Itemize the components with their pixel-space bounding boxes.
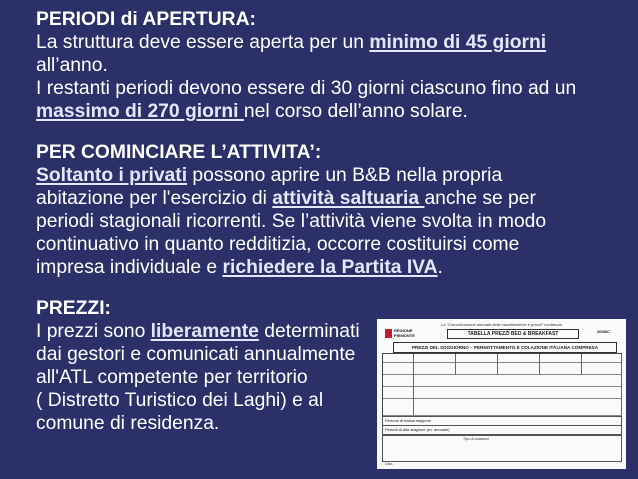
highlighted-text: massimo di 270 giorni: [36, 101, 244, 122]
text-line: [36, 413, 219, 435]
text-segment: I prezzi sono: [36, 321, 151, 342]
form-row-label: Periodi di alta stagione (ev. annuale): [385, 427, 450, 432]
form-bottom-label: Tipo di colazione: [463, 437, 490, 441]
text-segment: determinati: [258, 321, 360, 342]
form-top-note: La "Comunicazione annuale delle caratteristiche e prezzi" contenuta: [441, 322, 562, 327]
text-segment: ( Distretto Turistico dei Laghi) e al: [36, 390, 324, 411]
text-line: [36, 32, 546, 54]
text-segment: La struttura deve essere aperta per un: [36, 32, 370, 53]
text-line: [36, 78, 576, 100]
text-line: [36, 390, 323, 412]
text-segment: nel corso dell’anno solare.: [243, 101, 468, 122]
text-line: [36, 367, 308, 389]
text-segment: impresa individuale e: [36, 257, 223, 278]
text-segment: .: [437, 257, 443, 278]
text-line: [36, 211, 546, 233]
section-heading: PERIODI di APERTURA:: [36, 9, 256, 30]
section-heading: PREZZI:: [36, 298, 111, 319]
text-line: [36, 234, 519, 256]
text-segment: all'ATL competente per territorio: [36, 367, 308, 388]
form-band: PREZZI DEL SOGGIORNO – PERNOTTAMENTO E COLAZIONE ITALIANA COMPRESA: [393, 342, 617, 353]
highlighted-text: liberamente: [150, 321, 259, 342]
form-footer: Data: [385, 462, 393, 466]
text-segment: comune di residenza.: [36, 413, 220, 434]
tariff-form-image: [377, 319, 626, 469]
text-segment: I restanti periodi devono essere di 30 giorni ciascuno fino ad un: [36, 78, 577, 99]
form-bottom-box: [382, 435, 622, 462]
text-line: [36, 321, 360, 343]
text-line: [36, 142, 321, 164]
text-segment: periodi stagionali ricorrenti. Se l’attività viene svolta in modo: [36, 211, 547, 232]
text-line: [36, 101, 468, 123]
text-segment: continuativo in quanto redditizia, occorre costituirsi come: [36, 234, 520, 255]
text-line: [36, 55, 108, 77]
form-row-label: Periodo di bassa stagione: [385, 418, 432, 423]
region-logo: [385, 328, 415, 340]
text-line: [36, 257, 443, 279]
text-line: [36, 188, 536, 210]
text-line: [36, 9, 256, 31]
text-line: [36, 165, 502, 187]
form-row-high-season: [382, 425, 622, 435]
text-line: [36, 298, 111, 320]
region-emblem-icon: [385, 329, 392, 338]
highlighted-text: attività saltuaria: [272, 188, 425, 209]
text-segment: possono aprire un B&B nella propria: [187, 165, 503, 186]
highlighted-text: minimo di 45 giorni: [369, 32, 547, 53]
region-logo-text: REGIONE PIEMONTE: [394, 328, 415, 338]
form-code: 2008/C: [597, 329, 610, 334]
highlighted-text: Soltanto i privati: [36, 165, 188, 186]
text-segment: all’anno.: [36, 55, 108, 76]
highlighted-text: richiedere la Partita IVA: [222, 257, 438, 278]
text-segment: dai gestori e comunicati annualmente: [36, 344, 356, 365]
text-segment: abitazione per l'esercizio di: [36, 188, 273, 209]
text-line: [36, 344, 355, 366]
form-grid: [382, 353, 622, 417]
form-title: TABELLA PREZZI BED & BREAKFAST: [447, 329, 579, 339]
text-segment: anche se per: [424, 188, 536, 209]
section-heading: PER COMINCIARE L’ATTIVITA’:: [36, 142, 322, 163]
